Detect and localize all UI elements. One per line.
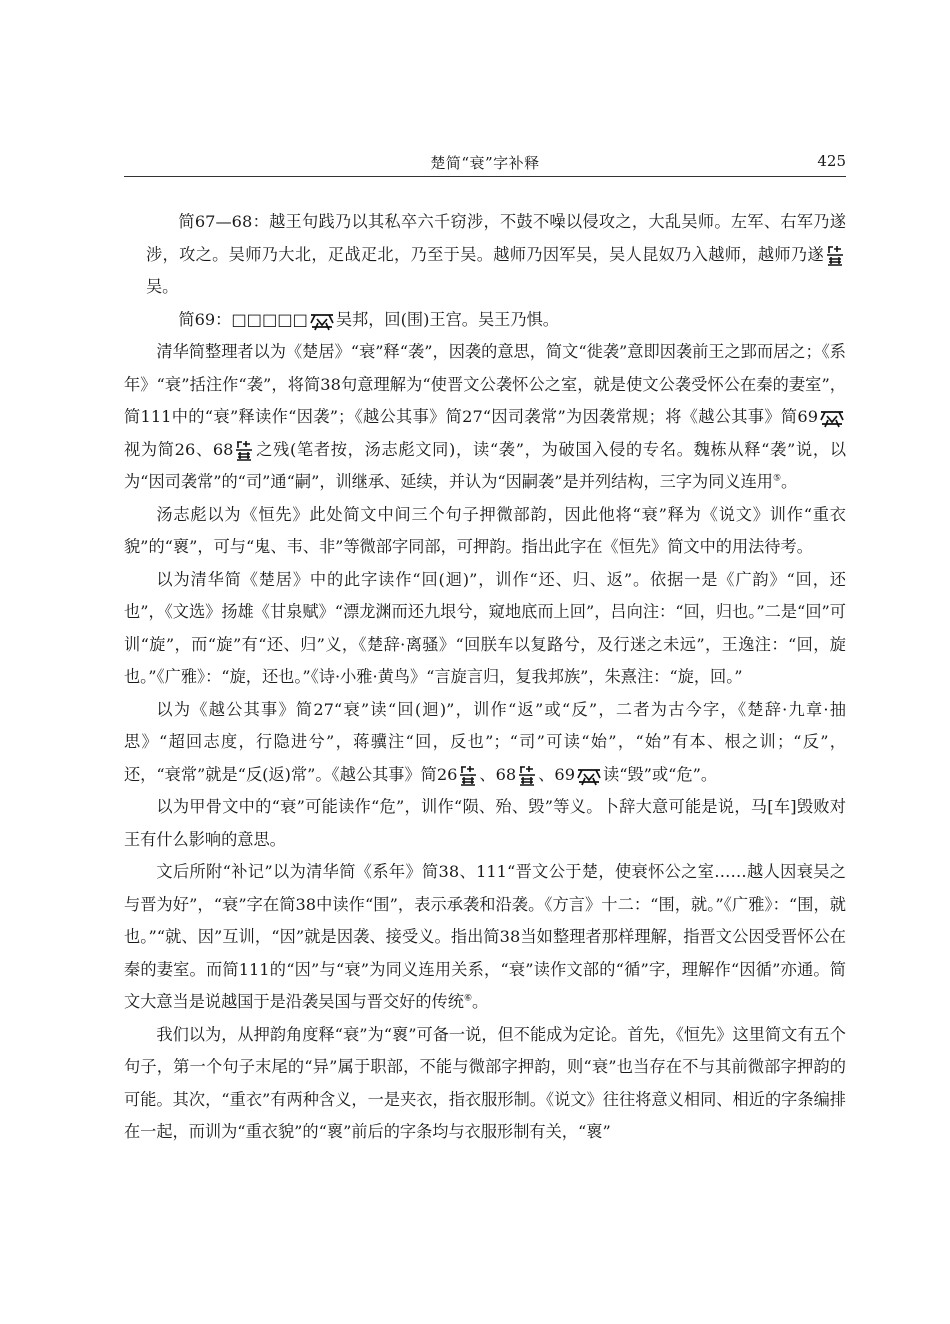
archaic-glyph-icon xyxy=(825,244,845,266)
quote-paragraph xyxy=(124,304,846,337)
paragraph-text: 以为清华简《楚居》中的此字读作“回(迴)”，训作“还、归、返”。依据一是《广韵》“回，还也”，《文选》扬雄《甘泉赋》“漂龙渊而还九垠兮，窥地底而上回”，吕向注：“回，归也。”二是“回”可训“旋”，而“旋”有“还、归”义，《楚辞·离骚》“回朕车以复路兮，及行迷之未远”，王逸注：“回，旋也。”《广雅》：“旋，还也。”《诗·小雅·黄鸟》“言旋言归，复我邦族”，朱熹注：“旋，回。” xyxy=(124,569,846,686)
quote-text: 简69：□□□□□ xyxy=(178,309,308,329)
paragraph-text: 读“毁”或“危”。 xyxy=(603,764,718,784)
archaic-glyph-icon xyxy=(458,764,478,786)
running-title: 楚简“衰”字补释 xyxy=(430,154,540,172)
paragraph xyxy=(124,791,846,856)
paragraph-text: 、69 xyxy=(538,764,576,784)
quote-text: 简67—68：越王句践乃以其私卒六千窃涉，不鼓不噪以侵攻之，大乱吴师。左军、右军乃遂涉，攻之。吴师乃大北，疋战疋北，乃至于吴。越师乃因军吴，吴人昆奴乃入越师，越师乃遂 xyxy=(146,212,846,264)
paragraph-text: 我们以为，从押韵角度释“衰”为“褱”可备一说，但不能成为定论。首先，《恒先》这里简文有五个句子，第一个句子末尾的“异”属于职部，不能与微部字押韵，则“衰”也当存在不与其前微部字押韵的可能。其次，“重衣”有两种含义，一是夹衣，指衣服形制。《说文》往往将意义相同、相近的字条编排在一起，而训为“重衣貌”的“褱”前后的字条均与衣服形制有关，“褱” xyxy=(124,1024,846,1141)
quote-text: 吴。 xyxy=(146,277,179,296)
paragraph xyxy=(124,499,846,564)
quote-text: 吴邦，回(围)王宫。吴王乃惧。 xyxy=(335,309,559,329)
archaic-glyph-icon xyxy=(517,764,537,786)
paragraph-text: 清华简整理者以为《楚居》“衰”释“袭”，因袭的意思，简文“徙袭”意即因袭前王之郢而居之；《系年》“衰”括注作“袭”，将简38句意理解为“使晋文公袭怀公之室，就是使文公袭受怀公在秦的妻室”，简111中的“衰”释读作“因袭”；《越公其事》简27“因司袭常”为因袭常规；将《越公其事》简69 xyxy=(124,342,846,426)
footnote-marker: ⑤ xyxy=(772,473,782,484)
quote-paragraph xyxy=(124,206,846,304)
running-header xyxy=(124,148,846,177)
paragraph-text: 、68 xyxy=(479,764,517,784)
paragraph-text: 之残(笔者按，汤志彪文同)，读“袭”，为破国入侵的专名。魏栋从释“袭”说，以为“因司袭常”的“司”通“嗣”，训继承、延续，并认为“因嗣袭”是并列结构，三字为同义连用 xyxy=(124,439,847,491)
paragraph-text: 汤志彪以为《恒先》此处简文中间三个句子押微部韵，因此他将“衰”释为《说文》训作“重衣貌”的“褱”，可与“鬼、韦、非”等微部字同部，可押韵。指出此字在《恒先》简文中的用法待考。 xyxy=(124,504,846,556)
paragraph xyxy=(124,564,846,694)
paragraph-text: 以为《越公其事》简27“衰”读“回(迴)”，训作“返”或“反”，二者为古今字，《楚辞·九章·抽思》“超回志度，行隐进兮”，蒋骥注“回，反也”；“司”可读“始”，“始”有本、根之训；“反”，还，“衰常”就是“反(返)常”。《越公其事》简26 xyxy=(124,699,846,784)
archaic-glyph-icon xyxy=(234,439,254,461)
paragraph xyxy=(124,336,846,499)
paragraph-text: 文后所附“补记”以为清华简《系年》简38、111“晋文公于楚，使衰怀公之室……越人因衰吴之与晋为好”，“衰”字在简38中读作“围”，表示承袭和沿袭。《方言》十二：“围，就。”《广雅》：“围，就也。”“就、因”互训，“因”就是因袭、接受义。指出简38当如整理者那样理解，指晋文公因受晋怀公在秦的妻室。而简111的“因”与“衰”为同义连用关系，“衰”读作文部的“循”字，理解作“因循”亦通。简文大意当是说越国于是沿袭吴国与晋交好的传统 xyxy=(124,862,846,1011)
archaic-glyph-icon xyxy=(576,766,602,786)
archaic-glyph-icon xyxy=(819,408,845,428)
archaic-glyph-icon xyxy=(309,311,335,331)
paragraph xyxy=(124,1019,846,1149)
page-number: 425 xyxy=(817,152,846,170)
paragraph-text: 以为甲骨文中的“衰”可能读作“危”，训作“陨、殆、毁”等义。卜辞大意可能是说，马[车]毁败对王有什么影响的意思。 xyxy=(124,797,846,849)
article-body xyxy=(124,206,846,1149)
paragraph-text: 视为简26、68 xyxy=(124,439,234,459)
paragraph xyxy=(124,694,846,792)
paragraph xyxy=(124,856,846,1019)
paragraph-text: 。 xyxy=(781,472,798,491)
footnote-marker: ⑥ xyxy=(463,993,473,1004)
paragraph-text: 。 xyxy=(472,992,489,1011)
